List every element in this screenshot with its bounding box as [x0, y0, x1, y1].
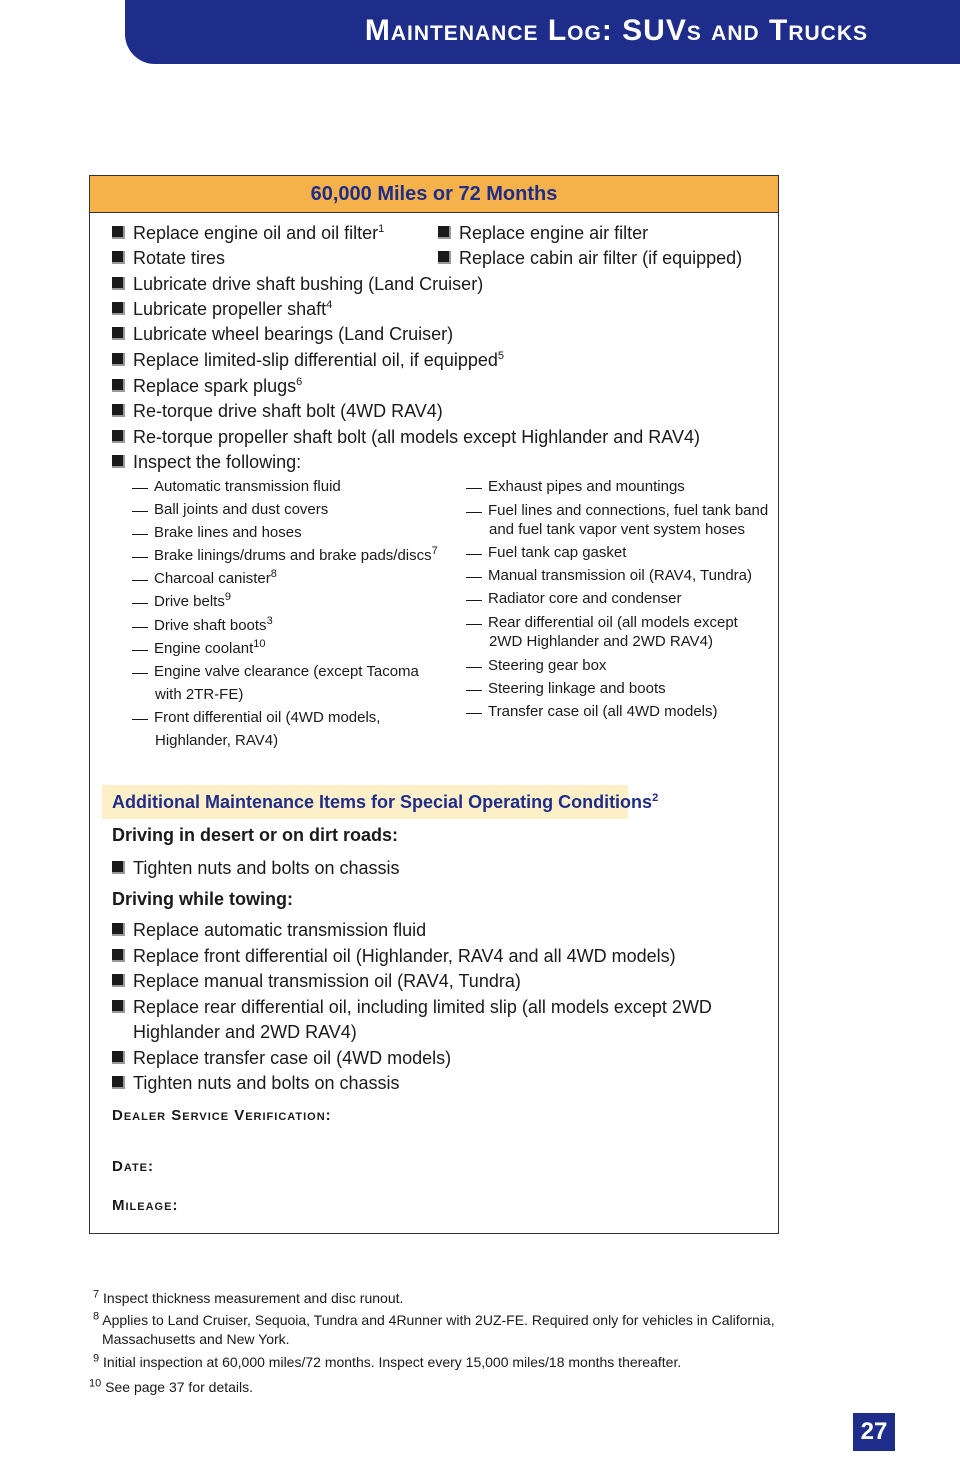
checklist-item[interactable]: Replace transfer case oil (4WD models) [112, 1046, 451, 1071]
blank-line[interactable] [466, 512, 482, 513]
checklist-item[interactable]: Re-torque drive shaft bolt (4WD RAV4) [112, 399, 443, 424]
checkbox-icon[interactable] [438, 251, 451, 264]
blank-line[interactable] [466, 624, 482, 625]
checklist-item[interactable]: Replace rear differential oil, including limited slip (all models except 2WD [112, 995, 712, 1020]
inspect-item: Automatic transmission fluid [132, 475, 341, 498]
checklist-item[interactable]: Replace front differential oil (Highlander, RAV4 and all 4WD models) [112, 944, 676, 969]
checkbox-icon[interactable] [112, 226, 125, 239]
blank-line[interactable] [132, 650, 148, 651]
inspect-item: Transfer case oil (all 4WD models) [466, 700, 718, 723]
checklist-item[interactable]: Lubricate drive shaft bushing (Land Cruiser) [112, 272, 483, 297]
blank-line[interactable] [132, 534, 148, 535]
footnote: $^9$ Initial inspection at 60,000 miles/72 months. Inspect every 15,000 miles/18 months thereafter. [93, 1352, 682, 1370]
inspect-item-continued: with 2TR-FE) [155, 686, 244, 703]
inspect-item: Drive shaft boots$^3$ [132, 614, 273, 637]
page-number: 27 [853, 1413, 895, 1451]
mileage-label: Mileage: [112, 1197, 179, 1214]
footnote-continued: Massachusetts and New York. [102, 1331, 290, 1347]
checklist-item[interactable]: Replace cabin air filter (if equipped) [438, 246, 742, 271]
inspect-item: Drive belts$^9$ [132, 590, 231, 613]
inspect-item: Front differential oil (4WD models, [132, 706, 380, 729]
blank-line[interactable] [132, 580, 148, 581]
footnote: $^{10}$ See page 37 for details. [89, 1377, 254, 1395]
blank-line[interactable] [466, 600, 482, 601]
checkbox-icon[interactable] [112, 861, 125, 874]
blank-line[interactable] [132, 603, 148, 604]
checkbox-icon[interactable] [112, 277, 125, 290]
inspect-item: Manual transmission oil (RAV4, Tundra) [466, 564, 752, 587]
blank-line[interactable] [466, 577, 482, 578]
checkbox-icon[interactable] [112, 251, 125, 264]
checklist-item[interactable]: Tighten nuts and bolts on chassis [112, 856, 400, 881]
blank-line[interactable] [132, 557, 148, 558]
towing-heading: Driving while towing: [112, 889, 293, 909]
checklist-item[interactable]: Replace limited-slip differential oil, if equipped$^5$ [112, 348, 504, 373]
checkbox-icon[interactable] [112, 327, 125, 340]
checkbox-icon[interactable] [112, 1000, 125, 1013]
checklist-item[interactable]: Replace automatic transmission fluid [112, 918, 426, 943]
dealer-verification-label: Dealer Service Verification: [112, 1107, 332, 1124]
checklist-item[interactable]: Replace manual transmission oil (RAV4, Tundra) [112, 969, 521, 994]
interval-title: 60,000 Miles or 72 Months [90, 176, 778, 213]
checkbox-icon[interactable] [112, 949, 125, 962]
inspect-item: Engine valve clearance (except Tacoma [132, 660, 419, 683]
checklist-item[interactable]: Replace spark plugs$^6$ [112, 374, 302, 399]
checklist-item[interactable]: Rotate tires [112, 246, 225, 271]
checklist-item[interactable]: Lubricate wheel bearings (Land Cruiser) [112, 322, 453, 347]
checklist-item[interactable]: Replace engine air filter [438, 221, 648, 246]
inspect-item: Rear differential oil (all models except [466, 611, 738, 634]
inspect-item-continued: Highlander, RAV4) [155, 732, 279, 749]
inspect-item: Fuel lines and connections, fuel tank band [466, 499, 768, 522]
inspect-item: Steering gear box [466, 654, 606, 677]
blank-line[interactable] [132, 488, 148, 489]
checkbox-icon[interactable] [112, 1051, 125, 1064]
inspect-item-continued: and fuel tank vapor vent system hoses [489, 521, 745, 538]
checkbox-icon[interactable] [112, 455, 125, 468]
blank-line[interactable] [466, 690, 482, 691]
blank-line[interactable] [466, 667, 482, 668]
header-bar [125, 0, 960, 64]
inspect-item: Charcoal canister$^8$ [132, 567, 277, 590]
inspect-item: Exhaust pipes and mountings [466, 475, 685, 498]
checklist-item[interactable]: Re-torque propeller shaft bolt (all models except Highlander and RAV4) [112, 425, 700, 450]
inspect-item: Steering linkage and boots [466, 677, 666, 700]
blank-line[interactable] [466, 713, 482, 714]
checklist-item[interactable]: Inspect the following: [112, 450, 301, 475]
date-label: Date: [112, 1158, 155, 1175]
checkbox-icon[interactable] [112, 923, 125, 936]
checklist-item[interactable]: Lubricate propeller shaft$^4$ [112, 297, 332, 322]
checkbox-icon[interactable] [112, 404, 125, 417]
blank-line[interactable] [132, 673, 148, 674]
checklist-item-continued: Highlander and 2WD RAV4) [133, 1022, 357, 1042]
blank-line[interactable] [132, 719, 148, 720]
checklist-item[interactable]: Replace engine oil and oil filter$^1$ [112, 221, 384, 246]
inspect-item: Brake lines and hoses [132, 521, 302, 544]
page-title: Maintenance Log: SUVs and Trucks [364, 14, 868, 47]
checklist-item[interactable]: Tighten nuts and bolts on chassis [112, 1071, 400, 1096]
inspect-item-continued: 2WD Highlander and 2WD RAV4) [489, 633, 713, 650]
footnote: $^8$ Applies to Land Cruiser, Sequoia, Tundra and 4Runner with 2UZ-FE. Required only for vehicles in California, [93, 1310, 775, 1328]
checkbox-icon[interactable] [112, 1076, 125, 1089]
checkbox-icon[interactable] [112, 302, 125, 315]
footnote: $^7$ Inspect thickness measurement and disc runout. [93, 1288, 404, 1306]
blank-line[interactable] [466, 488, 482, 489]
checkbox-icon[interactable] [112, 974, 125, 987]
inspect-item: Engine coolant$^{10}$ [132, 637, 266, 660]
inspect-item: Ball joints and dust covers [132, 498, 328, 521]
checkbox-icon[interactable] [112, 379, 125, 392]
blank-line[interactable] [132, 511, 148, 512]
checkbox-icon[interactable] [112, 430, 125, 443]
checkbox-icon[interactable] [438, 226, 451, 239]
desert-heading: Driving in desert or on dirt roads: [112, 825, 399, 845]
checkbox-icon[interactable] [112, 353, 125, 366]
inspect-item: Fuel tank cap gasket [466, 541, 626, 564]
additional-items-heading: Additional Maintenance Items for Special Operating Conditions$^2$ [102, 785, 628, 819]
inspect-item: Brake linings/drums and brake pads/discs$^7$ [132, 544, 438, 567]
blank-line[interactable] [466, 554, 482, 555]
inspect-item: Radiator core and condenser [466, 587, 681, 610]
blank-line[interactable] [132, 627, 148, 628]
